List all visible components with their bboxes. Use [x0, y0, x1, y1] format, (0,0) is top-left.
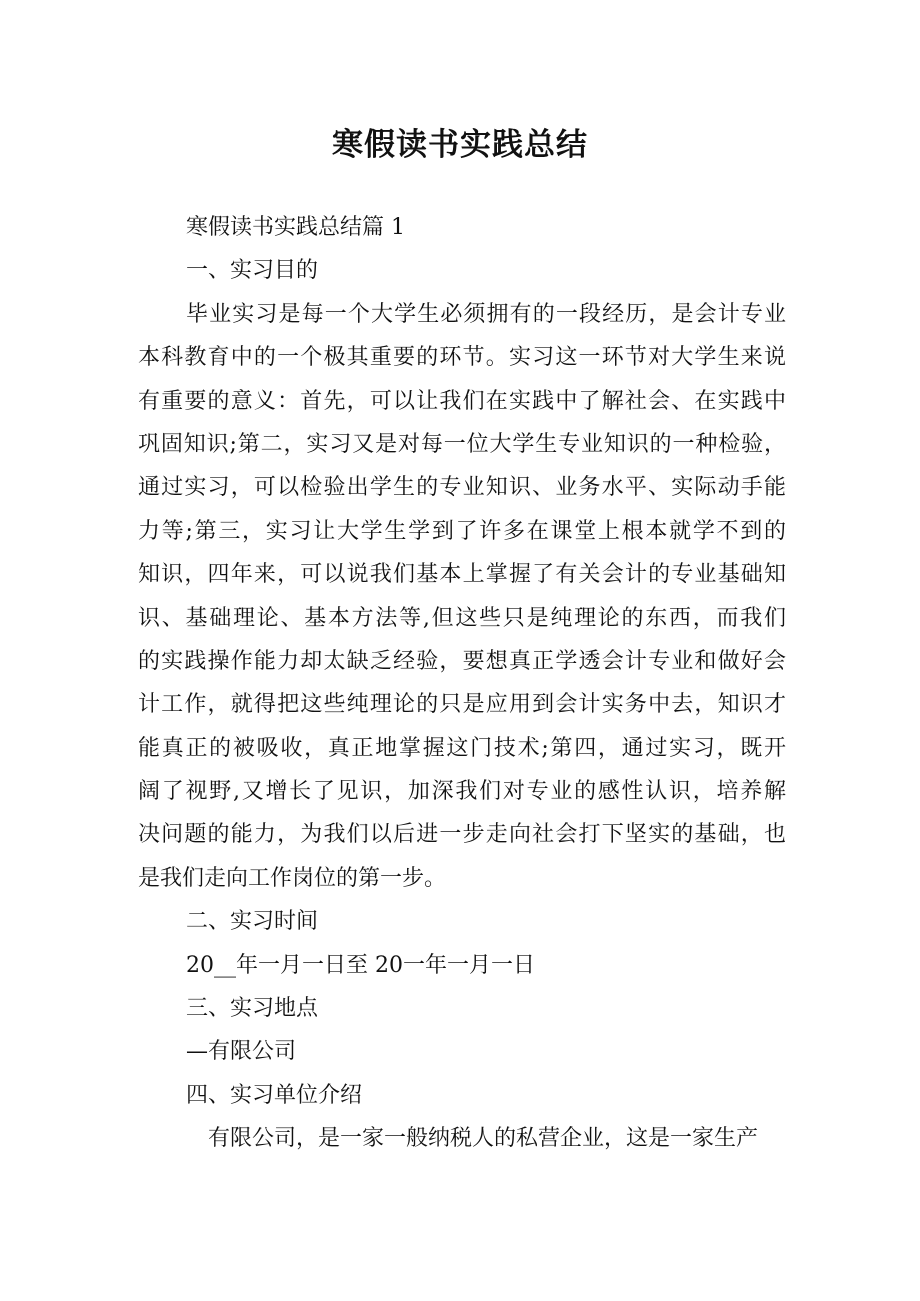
paragraph-line: 毕业实习是每一个大学生必须拥有的一段经历，是会计专业: [186, 301, 786, 327]
document-title: 寒假读书实践总结: [332, 127, 588, 163]
paragraph-line: 的实践操作能力却太缺乏经验，要想真正学透会计专业和做好会: [138, 648, 786, 674]
section-subtitle: 寒假读书实践总结篇 1: [186, 215, 405, 240]
heading-time: 二、实习时间: [186, 909, 319, 935]
paragraph-line: 计工作，就得把这些纯理论的只是应用到会计实务中去，知识才: [138, 692, 786, 718]
document-body: [138, 206, 786, 1161]
paragraph-line: 能真正的被吸收，真正地掌握这门技术;第四，通过实习，既开: [138, 735, 786, 761]
paragraph-line: 决问题的能力，为我们以后进一步走向社会打下坚实的基础，也: [138, 822, 786, 848]
paragraph-line: 有限公司，是一家一般纳税人的私营企业，这是一家生产: [208, 1126, 759, 1152]
heading-purpose: 一、实习目的: [186, 258, 319, 284]
paragraph-line: 知识，四年来，可以说我们基本上掌握了有关会计的专业基础知: [138, 562, 786, 588]
paragraph-line: 巩固知识;第二，实习又是对每一位大学生专业知识的一种检验，: [138, 431, 786, 457]
paragraph-line: 阔了视野,又增长了见识，加深我们对专业的感性认识，培养解: [138, 779, 786, 805]
internship-location-value: —有限公司: [186, 1039, 297, 1065]
paragraph-line: 本科教育中的一个极其重要的环节。实习这一环节对大学生来说: [138, 345, 786, 371]
heading-company-intro: 四、实习单位介绍: [186, 1082, 363, 1108]
paragraph-line: 识、基础理论、基本方法等,但这些只是纯理论的东西，而我们: [138, 605, 786, 631]
heading-location: 三、实习地点: [186, 996, 319, 1022]
paragraph-line: 力等;第三，实习让大学生学到了许多在课堂上根本就学不到的: [138, 518, 786, 544]
paragraph-line: 有重要的意义：首先，可以让我们在实践中了解社会、在实践中: [138, 388, 786, 414]
internship-time-value: 20__年一月一日至 20一年一月一日: [186, 952, 535, 978]
paragraph-line: 通过实习，可以检验出学生的专业知识、业务水平、实际动手能: [138, 475, 786, 501]
paragraph-line: 是我们走向工作岗位的第一步。: [138, 865, 447, 891]
